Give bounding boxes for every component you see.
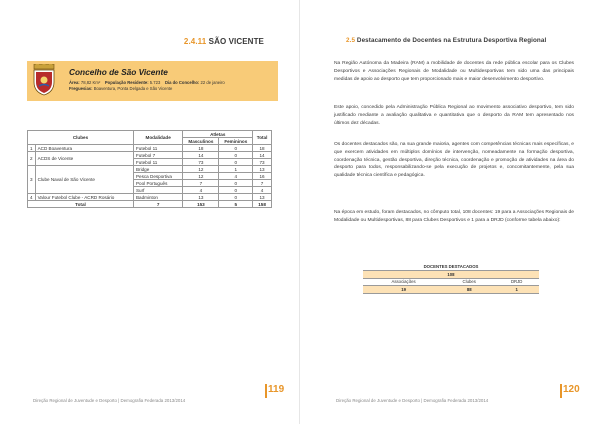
total: 14 — [253, 152, 272, 159]
club-name: ACDS de Vicente — [35, 152, 133, 166]
modalidade: Pool Português — [133, 180, 182, 187]
femininos: 0 — [219, 180, 253, 187]
total: 4 — [253, 187, 272, 194]
section-number: 2.5 — [346, 37, 356, 44]
masculinos: 12 — [183, 166, 219, 173]
area-value: 78,82 Km² — [80, 79, 101, 85]
table-header-row — [363, 278, 539, 286]
freguesias-label: Freguesias: — [69, 86, 93, 91]
docentes-title: DOCENTES DESTACADOS — [363, 263, 539, 271]
page-number: 120 — [563, 384, 580, 395]
value-clubes: 88 — [444, 286, 494, 294]
femininos: 1 — [219, 166, 253, 173]
area-label: Área: — [69, 79, 80, 85]
header-total: Total — [253, 131, 272, 145]
masculinos: 4 — [183, 187, 219, 194]
table-row — [28, 152, 272, 159]
club-name: Clube Naval de São Vicente — [35, 166, 133, 194]
modalidade: Surf — [133, 187, 182, 194]
page-footer: Direção Regional de Juventude e Desporto | Demografia Federada 2013/2014 — [336, 398, 489, 403]
table-row — [28, 145, 272, 152]
modalidade: Futebol 7 — [133, 152, 182, 159]
total-total: 158 — [253, 201, 272, 208]
freguesias-line — [69, 86, 172, 91]
row-index: 3 — [28, 166, 36, 194]
paragraph: Na Região Autónoma da Madeira (RAM) a mobilidade de docentes da rede pública escolar para os Clubes Desportivos e Associações Regionais de Modalidade ou Multidesportivas tem sido uma das principais medidas de apoio ao desporto que tem proporcionado mais e maior desenvolvimento desportivo. — [334, 61, 574, 82]
femininos: 0 — [219, 187, 253, 194]
column-associacoes: Associações — [363, 278, 444, 286]
header-masculinos: Masculinos — [183, 138, 219, 145]
page-number-bar — [265, 384, 267, 398]
paragraph: Na época em estudo, foram destacados, no cômputo total, 108 docentes: 19 para a Associações Regionais de Modalidade ou Multidesportivas, 88 para Clubes Desportivos e 1 para a DRJD (conforme tabela abaixo): — [334, 210, 574, 223]
masculinos: 14 — [183, 152, 219, 159]
dia-concelho-value: 22 de janeiro — [200, 79, 225, 85]
modalidade: Futebol 11 — [133, 159, 182, 166]
page-number-bar — [560, 384, 562, 398]
table-row — [363, 286, 539, 294]
masculinos: 7 — [183, 180, 219, 187]
table-row — [28, 166, 272, 173]
concelho-info-box — [27, 61, 278, 101]
header-modalidade: Modalidade — [133, 131, 182, 145]
masculinos: 73 — [183, 159, 219, 166]
modalidade: Pesca Desportiva — [133, 173, 182, 180]
column-clubes: Clubes — [444, 278, 494, 286]
club-name: Valour Futebol Clube - ACRD Rosário — [35, 194, 133, 201]
page-number: 119 — [268, 384, 285, 395]
docentes-total: 108 — [363, 271, 539, 279]
header-femininos: Femininos — [219, 138, 253, 145]
section-title: Destacamento de Docentes na Estrutura Desportiva Regional — [356, 37, 547, 44]
table-total-row — [28, 201, 272, 208]
club-name: ACD Boaventura — [35, 145, 133, 152]
header-clubes: Clubes — [28, 131, 134, 145]
table-title-row — [363, 263, 539, 271]
column-drjd: DRJD — [494, 278, 539, 286]
section-title-destacamento — [346, 37, 546, 44]
masculinos: 13 — [183, 194, 219, 201]
total: 16 — [253, 173, 272, 180]
concelho-stats-line — [69, 80, 225, 85]
row-index: 4 — [28, 194, 36, 201]
value-drjd: 1 — [494, 286, 539, 294]
row-index: 1 — [28, 145, 36, 152]
femininos: 0 — [219, 194, 253, 201]
section-title-sao-vicente — [184, 37, 264, 46]
total: 13 — [253, 194, 272, 201]
femininos: 0 — [219, 145, 253, 152]
table-total-row — [363, 271, 539, 279]
femininos: 0 — [219, 159, 253, 166]
concelho-title: Concelho de São Vicente — [69, 67, 168, 77]
modalidade: Futebol 11 — [133, 145, 182, 152]
femininos: 4 — [219, 173, 253, 180]
masculinos: 12 — [183, 173, 219, 180]
femininos: 0 — [219, 152, 253, 159]
right-page — [300, 0, 600, 424]
total-femininos: 5 — [219, 201, 253, 208]
dia-concelho-label: Dia do Concelho: — [164, 79, 200, 85]
row-index: 2 — [28, 152, 36, 166]
total-masculinos: 153 — [183, 201, 219, 208]
page-footer: Direção Regional de Juventude e Desporto | Demografia Federada 2013/2014 — [33, 398, 186, 403]
table-row — [28, 194, 272, 201]
header-atletas: Atletas — [183, 131, 253, 138]
total: 18 — [253, 145, 272, 152]
paragraph: Este apoio, concedido pela Administração Pública Regional ao movimento associativo desportivo, tem sido justificado mediante a avaliação qualitativa e quantitativa que o desporto da RAM tem apresentado nos últimos dez décadas. — [334, 105, 574, 126]
population-value: 5.723 — [149, 79, 161, 85]
masculinos: 18 — [183, 145, 219, 152]
modalidade: Bridge — [133, 166, 182, 173]
total: 73 — [253, 159, 272, 166]
total-label: Total — [28, 201, 134, 208]
clubes-table — [27, 130, 272, 208]
total-modalidades: 7 — [133, 201, 182, 208]
paragraph: Os docentes destacados são, na sua grande maioria, agentes com competências técnicas mais específicas, e que exercem atividades em múltiplos domínios de intervenção, nomeadamente na formação desportiva, coordenação técnica, gestão desportiva, direção técnica, coordenação e promoção de atividades na área do desporto para todos, responsabilizando-se pela execução de projetos e, concomitantemente, pela sua qualidade técnica científica e pedagógica. — [334, 142, 574, 179]
freguesias-value: Boaventura, Ponta Delgada e São Vicente — [93, 86, 173, 91]
docentes-table — [363, 263, 539, 294]
section-number: 2.4.11 — [183, 37, 207, 46]
modalidade: Badminton — [133, 194, 182, 201]
total: 13 — [253, 166, 272, 173]
population-label: População Residente: — [104, 79, 149, 85]
section-title: SÃO VICENTE — [208, 37, 264, 46]
coat-of-arms-icon — [32, 64, 56, 96]
total: 7 — [253, 180, 272, 187]
value-associacoes: 19 — [363, 286, 444, 294]
